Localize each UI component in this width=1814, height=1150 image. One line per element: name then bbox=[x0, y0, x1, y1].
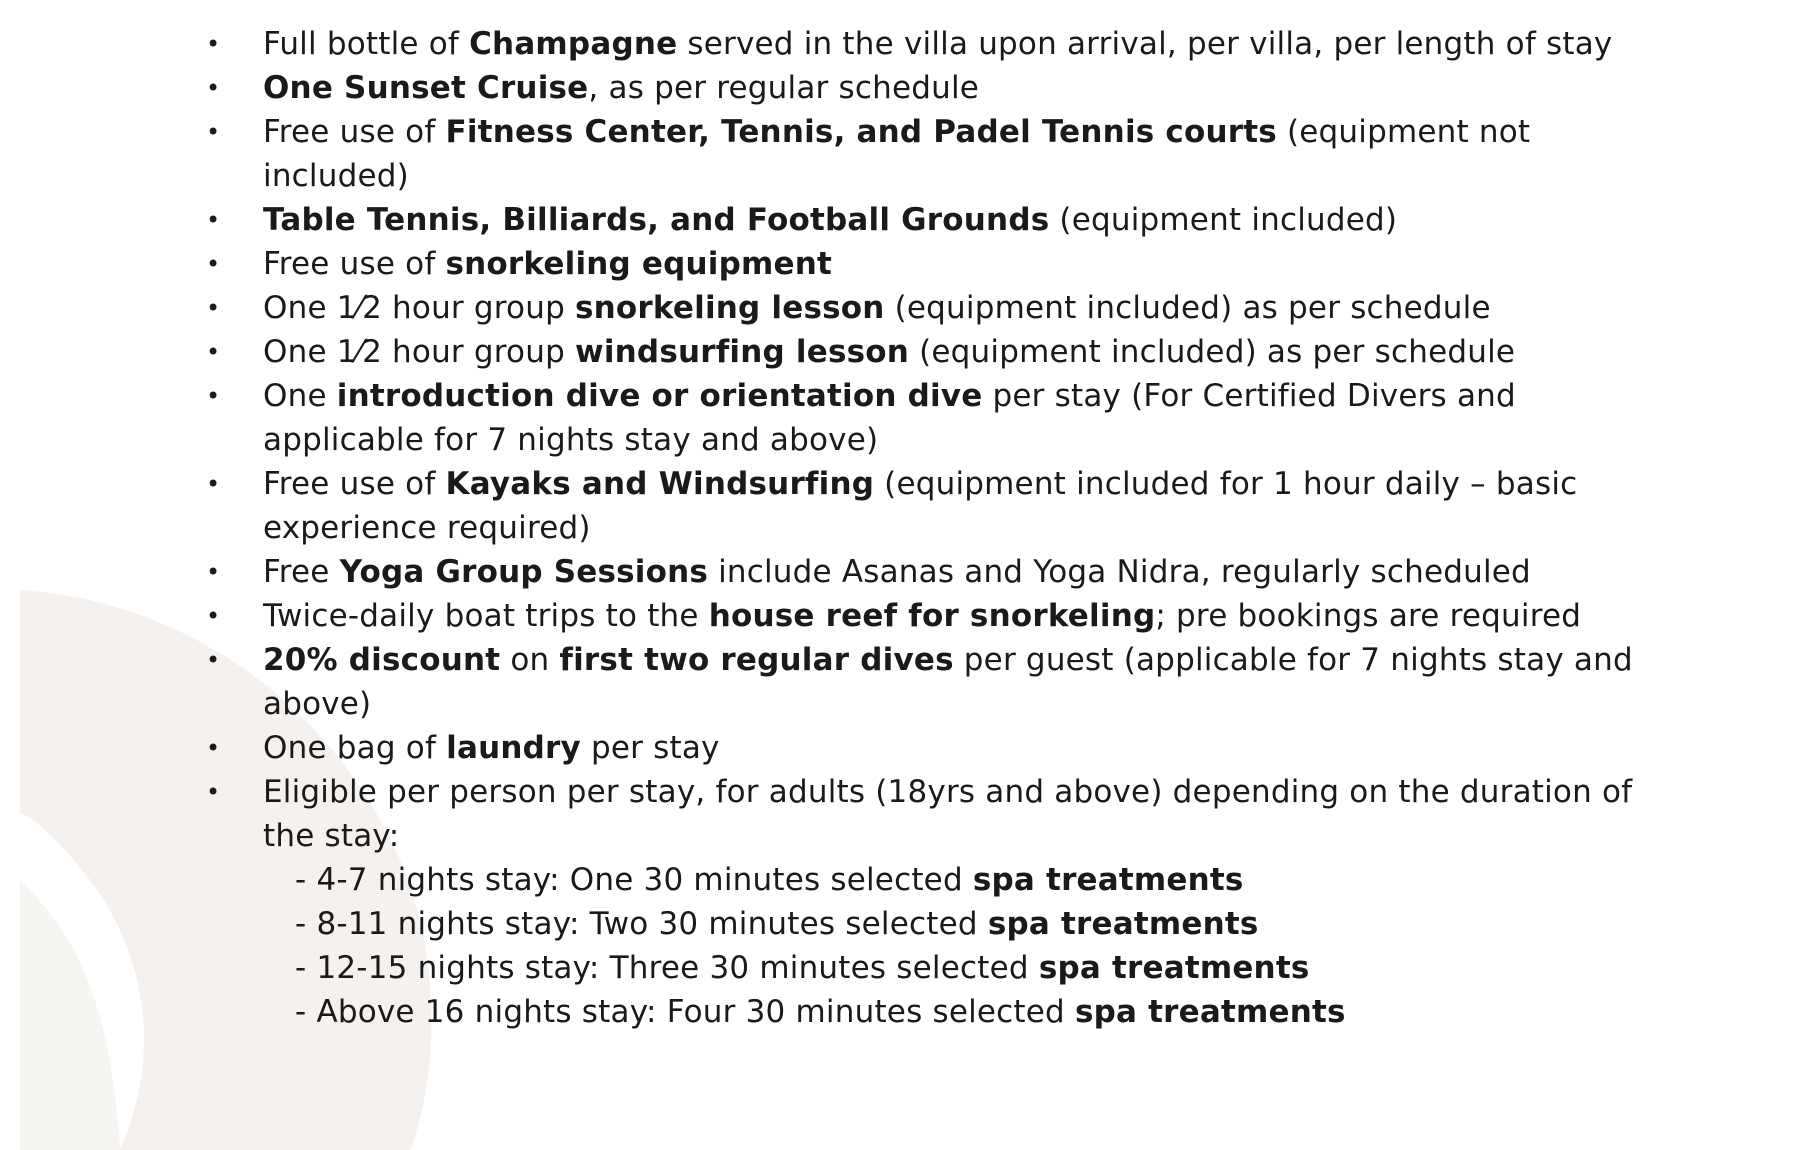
bullet-icon: • bbox=[206, 118, 221, 146]
bullet-icon: • bbox=[206, 338, 221, 366]
bullet-icon: • bbox=[206, 30, 221, 58]
bullet-icon: • bbox=[206, 470, 221, 498]
list-item: • One 1⁄2 hour group windsurfing lesson (equipment included) as per schedule bbox=[0, 330, 1663, 374]
benefits-list bbox=[0, 22, 1814, 1034]
list-item: • One Sunset Cruise, as per regular schedule bbox=[0, 66, 1663, 110]
bullet-icon: • bbox=[206, 74, 221, 102]
list-item: • One bag of laundry per stay bbox=[0, 726, 1663, 770]
list-item: - 4-7 nights stay: One 30 minutes selected spa treatments bbox=[295, 862, 1244, 898]
list-item: - Above 16 nights stay: Four 30 minutes selected spa treatments bbox=[295, 994, 1346, 1030]
list-item: - 8-11 nights stay: Two 30 minutes selected spa treatments bbox=[295, 906, 1259, 942]
spa-treatments-list bbox=[0, 858, 1663, 1034]
bullet-icon: • bbox=[206, 646, 221, 674]
list-item: • Free use of Kayaks and Windsurfing (equipment included for 1 hour daily – basic experience required) bbox=[0, 462, 1663, 550]
list-item: • 20% discount on first two regular dives per guest (applicable for 7 nights stay and above) bbox=[0, 638, 1663, 726]
bullet-icon: • bbox=[206, 250, 221, 278]
list-item: • One introduction dive or orientation dive per stay (For Certified Divers and applicable for 7 nights stay and above) bbox=[0, 374, 1663, 462]
bullet-icon: • bbox=[206, 294, 221, 322]
bullet-icon: • bbox=[206, 734, 221, 762]
bullet-icon: • bbox=[206, 382, 221, 410]
list-item: • Eligible per person per stay, for adults (18yrs and above) depending on the duration of the stay: - 4-7 nights stay: One 30 minutes selected spa treatments - 8-11 nights stay: Two 30 minutes selected spa treatments - 12-15 nights stay: Three 30 minutes selected spa treatments - Above 16 nights stay: Four 30 minutes selected spa treatments bbox=[0, 770, 1663, 1034]
bullet-icon: • bbox=[206, 778, 221, 806]
bullet-icon: • bbox=[206, 206, 221, 234]
list-item: • Full bottle of Champagne served in the villa upon arrival, per villa, per length of stay bbox=[0, 22, 1663, 66]
list-item: • Free use of Fitness Center, Tennis, and Padel Tennis courts (equipment not included) bbox=[0, 110, 1663, 198]
list-item: • Free Yoga Group Sessions include Asanas and Yoga Nidra, regularly scheduled bbox=[0, 550, 1663, 594]
list-item: • One 1⁄2 hour group snorkeling lesson (equipment included) as per schedule bbox=[0, 286, 1663, 330]
bullet-icon: • bbox=[206, 558, 221, 586]
list-item: • Free use of snorkeling equipment bbox=[0, 242, 1663, 286]
list-item: • Table Tennis, Billiards, and Football Grounds (equipment included) bbox=[0, 198, 1663, 242]
bullet-icon: • bbox=[206, 602, 221, 630]
list-item: • Twice-daily boat trips to the house reef for snorkeling; pre bookings are required bbox=[0, 594, 1663, 638]
list-item: - 12-15 nights stay: Three 30 minutes selected spa treatments bbox=[295, 950, 1310, 986]
